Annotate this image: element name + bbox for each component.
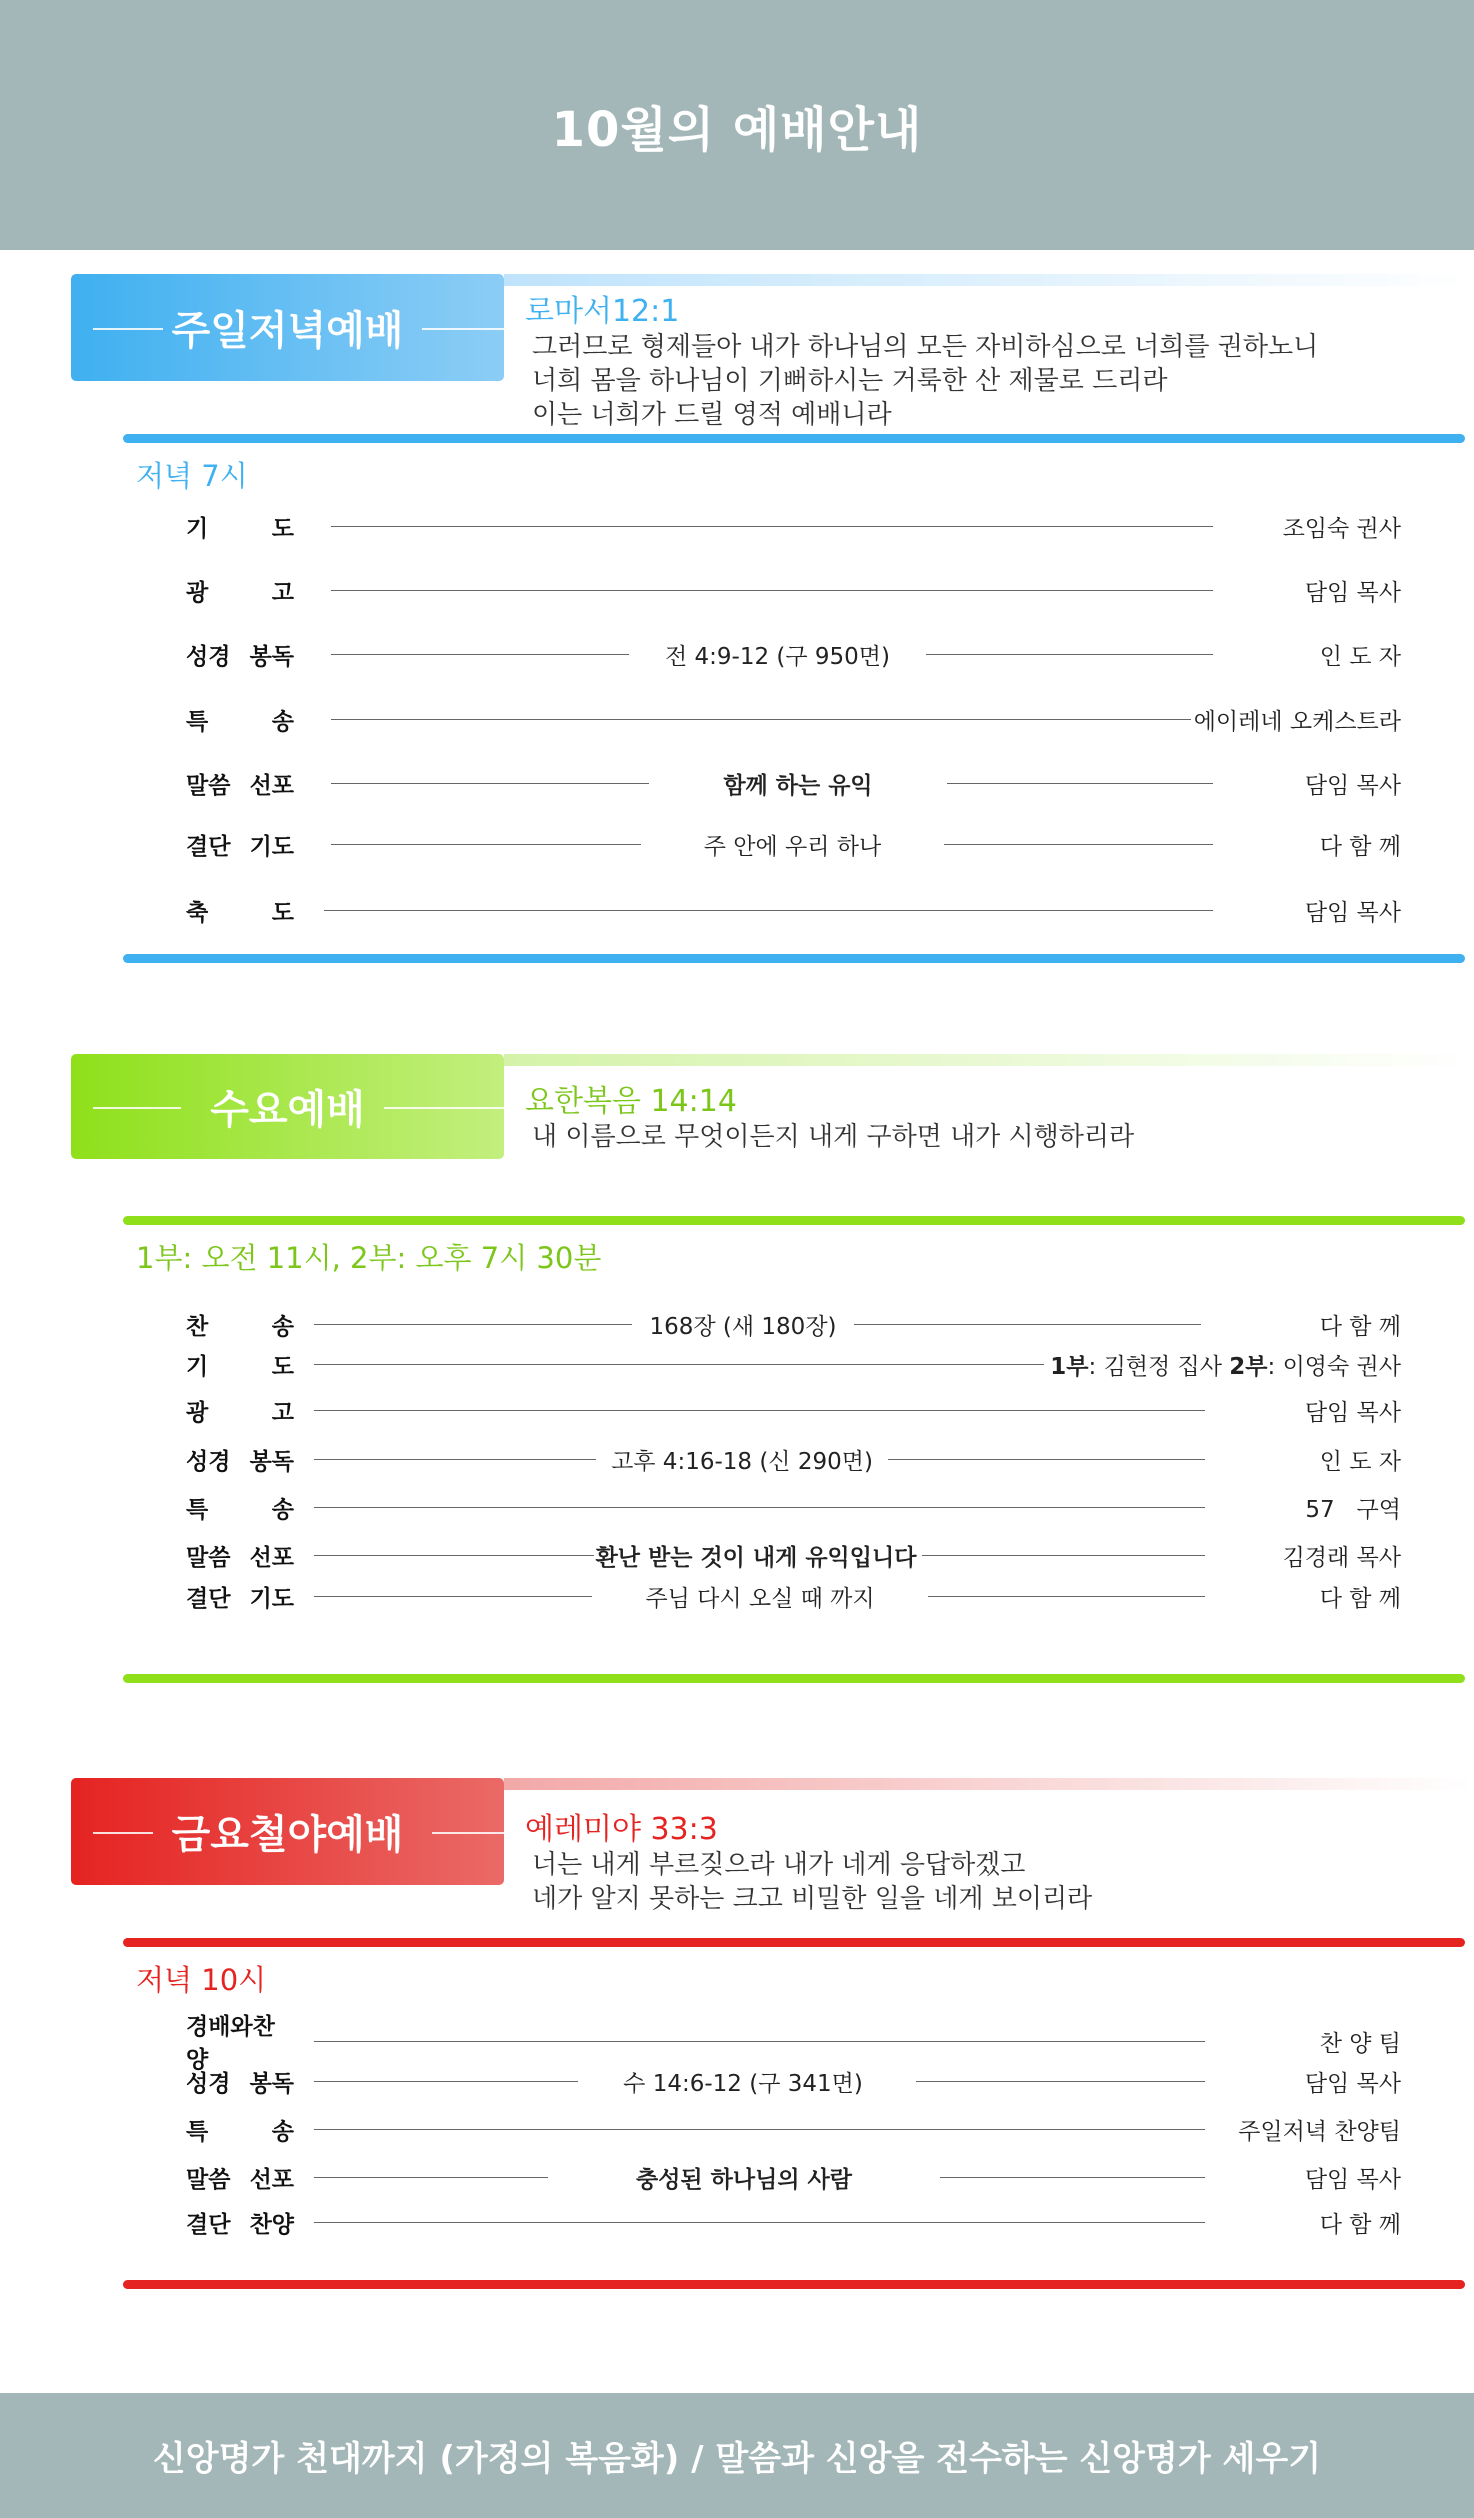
friday-verse [525,1804,1092,1916]
row-content: 고후 4:16-18 (신 290면) [611,1448,873,1475]
leader-line [314,2177,548,2178]
sermon-title: 함께 하는 유익 [723,772,873,799]
leader-line [331,654,629,655]
leader-line [314,2222,1205,2223]
wednesday-verse [525,1076,1134,1154]
row-content: 주 안에 우리 하나 [703,833,882,860]
row-leader: 담임 목사 [1304,2166,1401,2193]
friday-service-tab [71,1778,504,1885]
leader-line [922,1555,1205,1556]
row-label: 광 고 [186,579,294,606]
tab-decor-line [384,1107,504,1109]
row-label: 기 도 [186,515,294,542]
leader-line [926,654,1213,655]
tab-decor-line [432,1832,504,1834]
leader-line [314,1324,632,1325]
row-leader: 담임 목사 [1304,899,1401,926]
row-leader: 다 함 께 [1319,2211,1401,2238]
wednesday-verse-line: 내 이름으로 무엇이든지 내게 구하면 내가 시행하리라 [532,1122,1135,1152]
leader-line [314,1596,592,1597]
order-row [186,763,1401,803]
sunday-service-tab [71,274,504,381]
leader-line [888,1459,1205,1460]
order-row [186,2014,1401,2073]
sunday-time: 저녁 7시 [136,459,248,493]
row-leader: 인 도 자 [1319,643,1401,670]
top-banner [0,0,1474,250]
wednesday-verse-ref: 요한복음 14:14 [525,1084,737,1119]
order-row [186,2157,1401,2197]
row-label: 성경 봉독 [186,643,294,670]
row-leader: 다 함 께 [1319,1585,1401,1612]
tab-decor-line [93,1832,153,1834]
wednesday-service-title: 수요예배 [210,1087,365,1133]
friday-time: 저녁 10시 [136,1963,267,1997]
row-label: 특 송 [186,2118,294,2145]
wednesday-bottom-rule [123,1674,1465,1683]
friday-verse-line: 너는 내게 부르짖으라 내가 네게 응답하겠고 [532,1850,1026,1880]
sunday-bottom-rule [123,954,1465,963]
order-row [186,570,1401,610]
friday-bottom-rule [123,2280,1465,2289]
order-row [186,1344,1401,1384]
row-leader: 조임숙 권사 [1282,515,1401,542]
friday-verse-line: 네가 알지 못하는 크고 비밀한 일을 네게 보이리라 [532,1884,1093,1914]
order-row [186,2109,1401,2149]
leader-line [947,783,1213,784]
row-label: 축 도 [186,899,294,926]
row-label: 성경 봉독 [186,2070,294,2097]
leader-line [928,1596,1205,1597]
row-label: 광 고 [186,1399,294,1426]
leader-line [944,844,1213,845]
leader-line [324,910,1213,911]
row-label: 성경 봉독 [186,1448,294,1475]
leader-line [331,783,649,784]
order-row [186,1487,1401,1527]
friday-service-title: 금요철야예배 [171,1812,404,1858]
friday-header-strip [504,1778,1474,1790]
row-content: 주님 다시 오실 때 까지 [645,1585,875,1612]
row-label: 특 송 [186,708,294,735]
row-leader: 담임 목사 [1304,772,1401,799]
row-leader: 1부 : 김현정 집사 2부 : 이영숙 권사 [1050,1353,1401,1380]
order-row [186,1576,1401,1616]
row-label: 결단 찬양 [186,2211,294,2238]
leader-line [314,1364,1044,1365]
row-label: 결단 기도 [186,1585,294,1612]
sunday-top-rule [123,434,1465,443]
row-content: 168장 (새 180장) [649,1313,837,1340]
footer-slogan: 신앙명가 천대까지 (가정의 복음화) / 말씀과 신앙을 전수하는 신앙명가 세우기 [152,2439,1322,2479]
row-leader: 57 구역 [1305,1496,1401,1523]
row-label: 말씀 선포 [186,1544,294,1571]
sunday-verse-line: 그러므로 형제들아 내가 하나님의 모든 자비하심으로 너희를 권하노니 [532,332,1319,362]
order-row [186,2202,1401,2242]
order-row [186,506,1401,546]
wednesday-service-tab [71,1054,504,1159]
leader-line [314,1507,1205,1508]
row-leader: 인 도 자 [1319,1448,1401,1475]
page-title: 10월의 예배안내 [551,101,923,158]
leader-line [314,1555,594,1556]
sunday-verse [525,286,1318,432]
sunday-service-title: 주일저녁예배 [171,308,404,354]
row-leader: 다 함 께 [1319,1313,1401,1340]
tab-decor-line [422,328,504,330]
order-row [186,634,1401,674]
row-label: 말씀 선포 [186,2166,294,2193]
row-label: 찬 송 [186,1313,294,1340]
sermon-title: 충성된 하나님의 사람 [636,2166,852,2193]
leader-line [331,590,1213,591]
row-leader: 찬 양 팀 [1319,2030,1401,2057]
leader-line [314,1410,1205,1411]
row-content: 전 4:9-12 (구 950면) [664,643,890,670]
leader-line [940,2177,1205,2178]
sunday-verse-line: 이는 너희가 드릴 영적 예배니라 [532,400,892,430]
leader-line [314,1459,596,1460]
leader-line [854,1324,1201,1325]
row-leader: 김경래 목사 [1282,1544,1401,1571]
row-content: 수 14:6-12 (구 341면) [623,2070,863,2097]
row-label: 결단 기도 [186,833,294,860]
order-row [186,1439,1401,1479]
row-leader: 에이레네 오케스트라 [1193,708,1401,735]
order-row [186,1304,1401,1344]
friday-top-rule [123,1938,1465,1947]
order-row [186,824,1401,864]
sunday-verse-ref: 로마서12:1 [525,294,680,329]
sunday-header-strip [504,274,1474,286]
row-label: 말씀 선포 [186,772,294,799]
wednesday-time: 1부: 오전 11시, 2부: 오후 7시 30분 [136,1241,602,1275]
leader-line [331,844,641,845]
row-label: 기 도 [186,1353,294,1380]
row-leader: 담임 목사 [1304,2070,1401,2097]
row-leader: 담임 목사 [1304,1399,1401,1426]
order-row [186,1535,1401,1575]
leader-line [314,2081,578,2082]
row-label: 경배와찬양 [186,2014,275,2073]
leader-line [916,2081,1205,2082]
wednesday-top-rule [123,1216,1465,1225]
row-label: 특 송 [186,1496,294,1523]
leader-line [314,2129,1205,2130]
order-row [186,890,1401,930]
bottom-banner [0,2393,1474,2518]
row-leader: 담임 목사 [1304,579,1401,606]
friday-verse-ref: 예레미야 33:3 [525,1812,718,1847]
row-leader: 다 함 께 [1319,833,1401,860]
row-leader: 주일저녁 찬양팀 [1238,2118,1401,2145]
order-row [186,1390,1401,1430]
sermon-title: 환난 받는 것이 내게 유익입니다 [595,1544,917,1571]
order-row [186,699,1401,739]
leader-line [331,719,1191,720]
order-row [186,2061,1401,2101]
leader-line [331,526,1213,527]
tab-decor-line [93,328,163,330]
tab-decor-line [93,1107,181,1109]
leader-line [314,2041,1205,2042]
sunday-verse-line: 너희 몸을 하나님이 기뻐하시는 거룩한 산 제물로 드리라 [532,366,1168,396]
wednesday-header-strip [504,1054,1474,1066]
